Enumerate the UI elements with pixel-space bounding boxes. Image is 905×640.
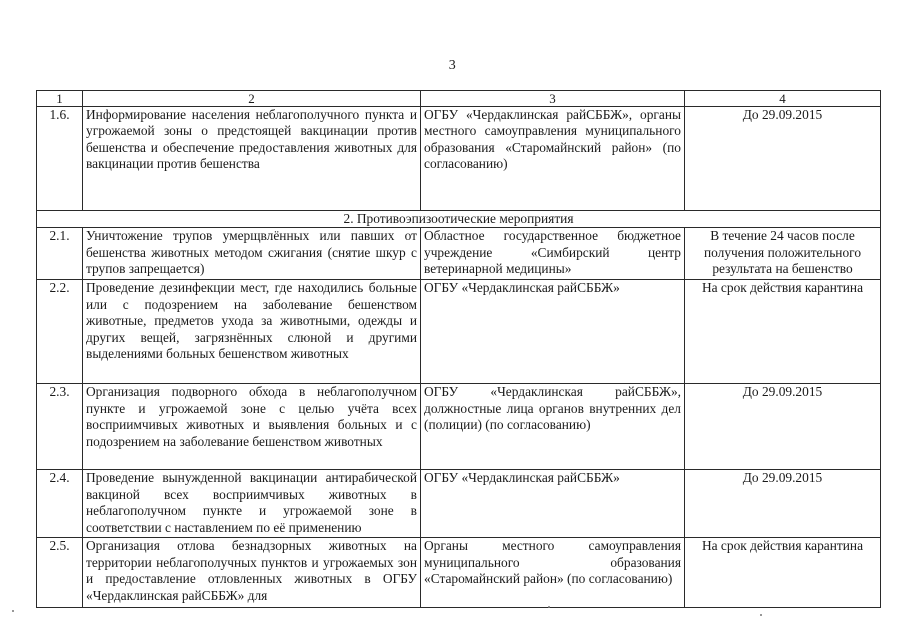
row-deadline: До 29.09.2015	[685, 470, 881, 538]
table-header-row	[37, 91, 881, 107]
column-header-responsible: 3	[421, 91, 685, 107]
row-number: 1.6.	[37, 107, 83, 211]
row-number: 2.2.	[37, 280, 83, 384]
row-activity: Проведение вынужденной вакцинации антирабической вакциной всех восприимчивых животных в неблагополучном пункте и угрожаемой зоне в соответствии с наставлением по её применению	[83, 470, 421, 538]
scan-speck	[12, 610, 14, 612]
table-row	[37, 384, 881, 470]
row-responsible: Областное государственное бюджетное учреждение «Симбирский центр ветеринарной медицины»	[421, 228, 685, 280]
table-row	[37, 228, 881, 280]
row-deadline: До 29.09.2015	[685, 384, 881, 470]
column-header-deadline: 4	[685, 91, 881, 107]
row-responsible: ОГБУ «Чердаклинская райСББЖ», органы местного самоуправления муниципального образования «Старомайнский район» (по согласованию)	[421, 107, 685, 211]
row-deadline: На срок действия карантина	[685, 280, 881, 384]
row-activity: Проведение дезинфекции мест, где находились больные или с подозрением на заболевание бешенством животные, предметов ухода за животными, одежды и других вещей, загрязнённых слюной и другими выделениями больных бешенством животных	[83, 280, 421, 384]
column-header-number: 1	[37, 91, 83, 107]
table-row	[37, 280, 881, 384]
row-responsible: ОГБУ «Чердаклинская райСББЖ»	[421, 470, 685, 538]
row-responsible: Органы местного самоуправления муниципального образования «Старомайнский район» (по согласованию)	[421, 538, 685, 608]
row-deadline: В течение 24 часов после получения положительного результата на бешенство	[685, 228, 881, 280]
table-row	[37, 107, 881, 211]
section-row	[37, 211, 881, 228]
measures-table	[36, 90, 881, 608]
row-activity: Уничтожение трупов умерщвлённых или павших от бешенства животных методом сжигания (снятие шкур с трупов запрещается)	[83, 228, 421, 280]
scan-margin	[0, 600, 905, 640]
row-number: 2.1.	[37, 228, 83, 280]
row-number: 2.3.	[37, 384, 83, 470]
row-deadline: На срок действия карантина	[685, 538, 881, 608]
row-activity: Организация отлова безнадзорных животных на территории неблагополучных пунктов и угрожаемых зон и предоставление отловленных животных в ОГБУ «Чердаклинская райСББЖ» для	[83, 538, 421, 608]
row-deadline: До 29.09.2015	[685, 107, 881, 211]
row-responsible: ОГБУ «Чердаклинская райСББЖ»	[421, 280, 685, 384]
row-activity: Организация подворного обхода в неблагополучном пункте и угрожаемой зоне с целью учёта всех восприимчивых животных и выявления больных и с подозрением на заболевание бешенством животных	[83, 384, 421, 470]
row-responsible: ОГБУ «Чердаклинская райСББЖ», должностные лица органов внутренних дел (полиции) (по согласованию)	[421, 384, 685, 470]
row-activity: Информирование населения неблагополучного пункта и угрожаемой зоны о предстоящей вакцинации против бешенства и обеспечение предоставления животных для вакцинации против бешенства	[83, 107, 421, 211]
row-number: 2.5.	[37, 538, 83, 608]
row-number: 2.4.	[37, 470, 83, 538]
scan-speck	[548, 606, 550, 608]
table-row	[37, 538, 881, 608]
table-row	[37, 470, 881, 538]
column-header-activity: 2	[83, 91, 421, 107]
scan-speck	[760, 614, 762, 616]
section-title: 2. Противоэпизоотические мероприятия	[37, 211, 881, 228]
page-number: 3	[448, 58, 457, 73]
